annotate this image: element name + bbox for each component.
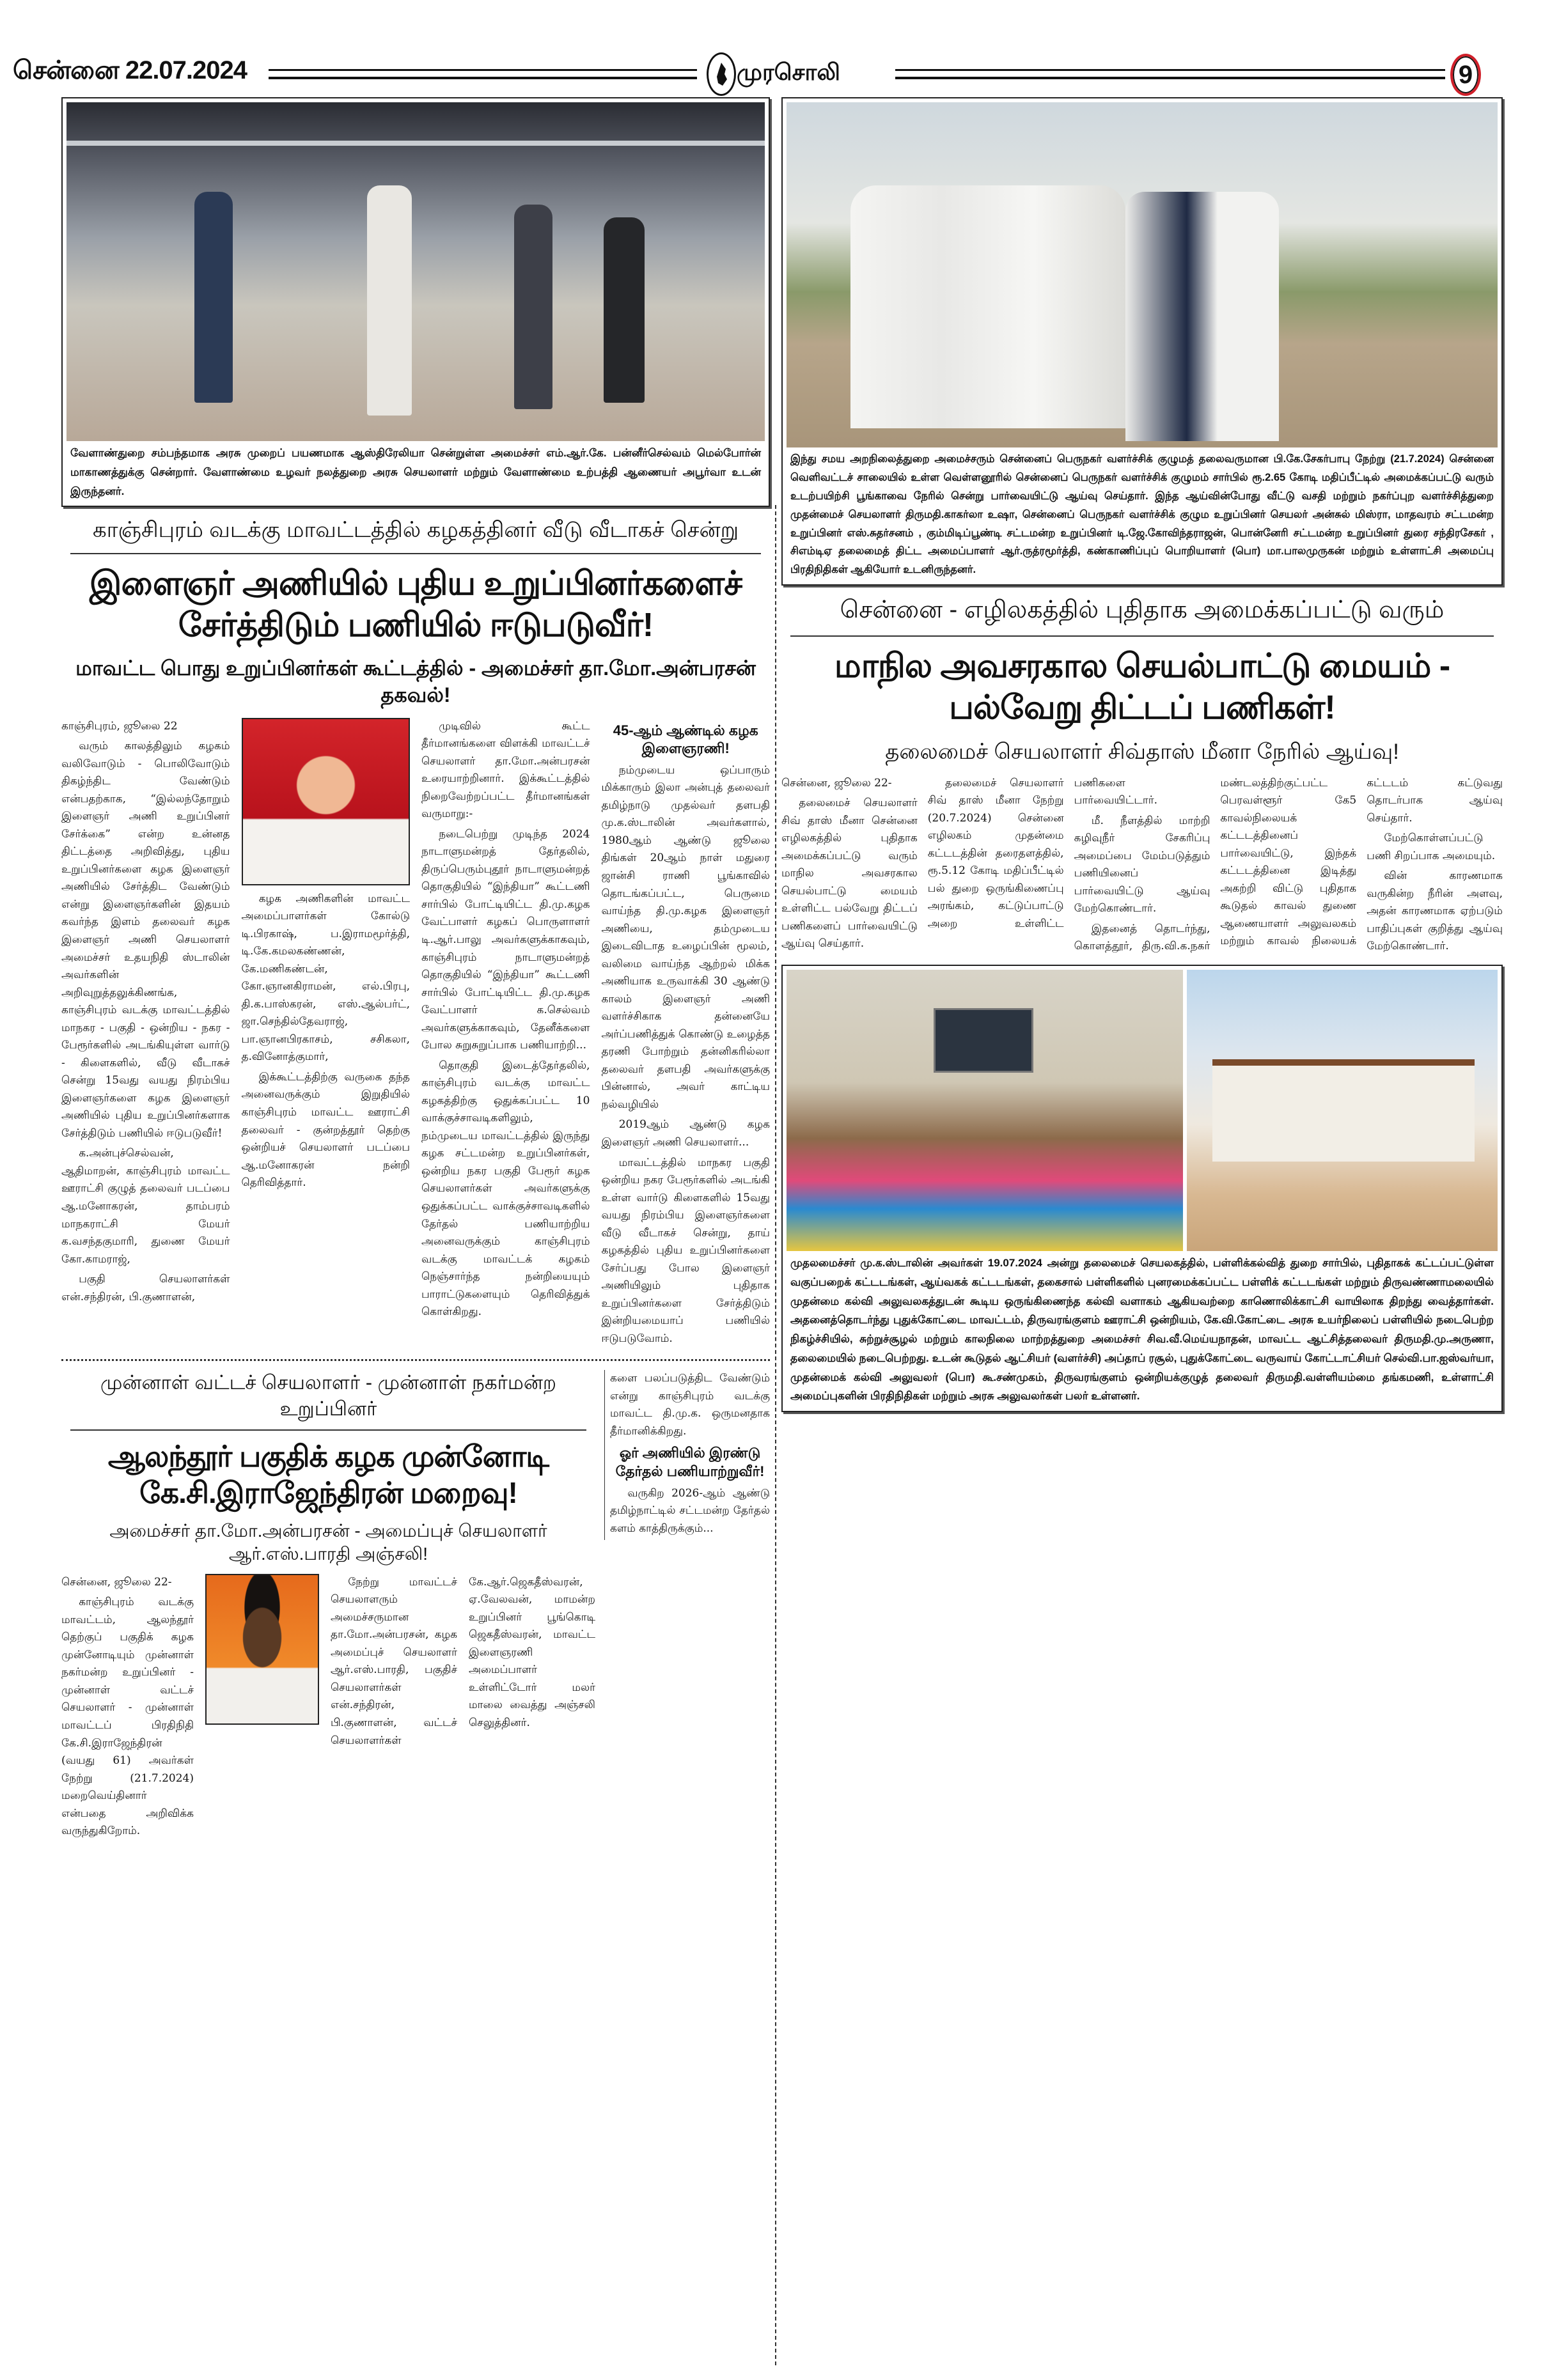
left-region xyxy=(61,97,770,1843)
article-body-column xyxy=(421,718,590,1324)
article-paragraph: நடைபெற்று முடிந்த 2024 நாடாளுமன்றத் தேர்தலில், திருப்பெரும்புதூர் நாடாளுமன்றத் தொகுதியில் “இந்தியா” கூட்டணி சார்பில் போட்டியிட்ட தி.மு.கழக வேட்பாளர் கழகப் பொருளாளர் டி.ஆர்.பாலு அவர்களுக்காகவும், காஞ்சிபுரம் நாடாளுமன்றத் தொகுதியில் “இந்தியா” கூட்டணி சார்பில் போட்டியிட்ட தி.மு.கழக வேட்பாளர் க.செல்வம் அவர்களுக்காகவும், தேனீக்களை போல சுறுசுறுப்பாக பணியாற்றி... xyxy=(421,827,590,1052)
article-paragraph: பகுதி செயலாளர்கள் என்.சந்திரன், பி.குணாளன், xyxy=(61,1273,230,1303)
article-headline: மாநில அவசரகால செயல்பாட்டு மையம் - பல்வேறு திட்டப் பணிகள்! xyxy=(834,647,1450,726)
article-paragraph: நேற்று மாவட்டச் செயலாளரும் அமைச்சருமான தா.மோ.அன்பரசன், கழக அமைப்புச் செயலாளர் ஆர்.எஸ்.பாரதி, பகுதிச் செயலாளர்கள் என்.சந்திரன், பி.குணாளன், வட்டச் செயலாளர்கள் கே.ஆர்.ஜெகதீஸ்வரன், ஏ.வேலவன், மாமன்ற உறுப்பினர் பூங்கொடி ஜெகதீஸ்வரன், மாவட்ட இளைஞரணி அமைப்பாளர் உள்ளிட்டோர் மலர் மாலை வைத்து அஞ்சலி செலுத்தினர். xyxy=(331,1575,595,1747)
article-body xyxy=(61,718,770,1351)
article-paragraph: நம்முடைய ஒப்பாரும் மிக்காரும் இலா அன்புத் தலைவர் தமிழ்நாடு முதல்வர் தளபதி மு.க.ஸ்டாலின் அவர்களால், 1980ஆம் ஆண்டு ஜூலை திங்கள் 20ஆம் நாள் மதுரை ஜான்சி ராணி பூங்காவில் தொடங்கப்பட்ட, பெருமை வாய்ந்த தி.மு.கழக இளைஞர் அணியை, தம்முடைய இடைவிடாத உழைப்பின் மூலம், வலிமை வாய்ந்த ஆற்றல் மிக்க அணியாக உருவாக்கி 30 ஆண்டு காலம் இளைஞர் அணி வளர்ச்சிகாக தன்னையே அர்ப்பணித்துக் கொண்டு உழைத்த தரணி போற்றும் தன்னிகரில்லா தலைவர் தளபதி அவர்களுக்கு பின்னால், அவர் காட்டிய நல்வழியில் xyxy=(601,763,770,1111)
article-paragraph: களை பலப்படுத்திட வேண்டும் என்று காஞ்சிபுரம் வடக்கு மாவட்ட தி.மு.க. ஒருமனதாக தீர்மானிக்கிறது. xyxy=(610,1372,770,1438)
article-paragraph: மாவட்டத்தில் மாநகர பகுதி ஒன்றிய நகர பேரூர்களில் அடங்கி உள்ள வார்டு கிளைகளில் 15வது வயது நிரம்பிய இளைஞர்களை வீடு வீடாகச் சென்று, தாய் கழகத்தில் புதிய உறுப்பினர்களை சேர்ப்பது போல இளைஞர் அணியிலும் புதிதாக உறுப்பினர்களை சேர்த்திடும் இன்றியமையாப் பணியில் ஈடுபடுவோம். xyxy=(601,1156,770,1345)
photo-caption: இந்து சமய அறநிலைத்துறை அமைச்சரும் சென்னைப் பெருநகர் வளர்ச்சிக் குழுமத் தலைவருமான பி.கே.சேகர்பாபு நேற்று (21.7.2024) சென்னை வெளிவட்டச் சாலையில் உள்ள வெள்ளனூரில் சென்னைப் பெருநகர் வளர்ச்சிக் குழுமம் சார்பில் ரூ.2.65 கோடி மதிப்பீட்டில் அமைக்கப்பட்டு வரும் உடற்பயிற்சி பூங்காவை நேரில் சென்று பார்வையிட்டு ஆய்வு செய்தார். இந்த ஆய்வின்போது வீட்டு வசதி மற்றும் நகர்ப்புற வளர்ச்சித்துறை முதன்மைச் செயலாளர் திருமதி.காகர்லா உஷா, சென்னைப் பெருநகர் வளர்ச்சிக் குழும உறுப்பினர் செயலர் அன்சுல் மிஸ்ரா, மாதவரம் சட்டமன்ற உறுப்பினர் எஸ்.சுதர்சனம் , கும்மிடிப்பூண்டி சட்டமன்ற உறுப்பினர் டி.ஜே.கோவிந்தராஜன், பொன்னேரி சட்டமன்ற உறுப்பினர் துரை சந்திரசேகர் , சிஎம்டிஏ தலைமைத் திட்ட அமைப்பாளர் ஆர்.ருத்ரமூர்த்தி, கண்காணிப்புப் பொறியாளர் (பொ) மா.பாலமுருகன் மற்றும் உள்ளாட்சி அமைப்பு பிரதிநிதிகள் ஆகியோர் உடனிருந்தனர். xyxy=(790,453,1494,576)
article-headline: இளைஞர் அணியில் புதிய உறுப்பினர்களைச் சேர்த்திடும் பணியில் ஈடுபடுவீர்! xyxy=(89,565,742,644)
article-headline: ஆலந்தூர் பகுதிக் கழக முன்னோடி கே.சி.இராஜேந்திரன் மறைவு! xyxy=(107,1439,549,1510)
article-kicker: சென்னை - எழிலகத்தில் புதிதாக அமைக்கப்பட்டு வரும் xyxy=(840,596,1445,624)
article-kicker: காஞ்சிபுரம் வடக்கு மாவட்டத்தில் கழகத்தினர் வீடு வீடாகச் சென்று xyxy=(92,518,739,543)
portrait-column xyxy=(205,1574,319,1730)
photo-story-bottom-right xyxy=(781,965,1503,1412)
column-separator xyxy=(775,505,776,2365)
page-number: 9 xyxy=(1450,54,1481,96)
article-paragraph: முடிவில் கூட்ட தீர்மானங்களை விளக்கி மாவட்டச் செயலாளர் தா.மோ.அன்பரசன் உரையாற்றினார். இக்கூட்டத்தில் நிறைவேற்றப்பட்ட தீர்மானங்கள் வருமாறு:- xyxy=(421,719,590,821)
dateline: காஞ்சிபுரம், ஜூலை 22 xyxy=(61,719,178,733)
article-paragraph: கழக அணிகளின் மாவட்ட அமைப்பாளர்கள் கோல்டு டி.பிரகாஷ், ப.இராமமூர்த்தி, டி.கே.கமலகண்ணன், கே.மணிகண்டன், கோ.ஞானகிராமன், எல்.பிரபு, தி.க.பாஸ்கரன், எஸ்.ஆல்பர்ட், ஜா.செந்தில்தேவராஜ், பா.ஞானபிரகாசம், சசிகலா, த.வினோத்குமார், xyxy=(241,892,410,1064)
photo-caption: வேளாண்துறை சம்பந்தமாக அரசு முறைப் பயணமாக ஆஸ்திரேலியா சென்றுள்ள அமைச்சர் எம்.ஆர்.கே. பன்னீர்செல்வம் மெல்போர்ன் மாகாணத்துக்கு சென்றார். வேளாண்மை உழவர் நலத்துறை அரசு செயலாளர் மற்றும் வேளாண்மை உற்பத்தி ஆணையர் அபூர்வா உடன் இருந்தனர். xyxy=(70,447,761,497)
article-paragraph: தலைமைச் செயலாளர் சிவ் தாஸ் மீனா நேற்று (20.7.2024) சென்னை எழிலகம் முதன்மை கட்டடத்தின் தரைதளத்தில், ரூ.5.12 கோடி மதிப்பீட்டில் பல் துறை ஒருங்கிணைப்பு அரங்கம், கட்டுப்பாட்டு அறை உள்ளிட்ட பணிகளை பார்வையிட்டார். xyxy=(927,776,1158,930)
article-body-column xyxy=(242,718,411,1195)
photo-row xyxy=(787,970,1498,1251)
photo-story-top-right xyxy=(781,97,1503,586)
article-paragraph: 2019ஆம் ஆண்டு கழக இளைஞர் அணி செயலாளர்... xyxy=(601,1118,770,1149)
article-paragraph: வருகிற 2026-ஆம் ஆண்டு தமிழ்நாட்டில் சட்டமன்ற தேர்தல் களம் காத்திருக்கும்... xyxy=(610,1486,770,1535)
school-event-photo xyxy=(787,970,1183,1251)
article-body-column xyxy=(602,718,771,1351)
divider xyxy=(790,635,1494,637)
article-separator xyxy=(61,1359,770,1361)
article-paragraph: காஞ்சிபுரம் வடக்கு மாவட்டம், ஆலந்தூர் தெற்குப் பகுதிக் கழக முன்னோடியும் முன்னாள் நகர்மன்ற உறுப்பினர் - முன்னாள் வட்டச் செயலாளர் - முன்னாள் மாவட்டப் பிரதிநிதி கே.சி.இராஜேந்திரன் (வயது 61) அவர்கள் நேற்று (21.7.2024) மறைவெய்தினார் என்பதை அறிவிக்க வருந்துகிறோம். xyxy=(61,1596,194,1838)
park-inspection-photo xyxy=(787,102,1498,447)
article-subhead: அமைச்சர் தா.மோ.அன்பரசன் - அமைப்புச் செயலாளர் ஆர்.எஸ்.பாரதி அஞ்சலி! xyxy=(109,1520,547,1564)
article-body-columns xyxy=(331,1574,595,1750)
divider xyxy=(70,553,761,554)
article-paragraph: க.அன்புச்செல்வன், ஆதிமாறன், காஞ்சிபுரம் மாவட்ட ஊராட்சி குழுத் தலைவர் படப்பை ஆ.மனோகரன், தாம்பரம் மாநகராட்சி மேயர் க.வசந்தகுமாரி, துணை மேயர் கோ.காமராஜ், xyxy=(61,1147,230,1266)
article-paragraph: வரும் காலத்திலும் கழகம் வலிவோடும் - பொலிவோடும் திகழ்ந்திட வேண்டும் என்பதற்காக, “இல்லந்தோறும் இளைஞர் அணி உறுப்பினர் சேர்க்கை” என்ற உன்னத திட்டத்தை அறிவித்து, புதிய உறுப்பினர்களை கழக இளைஞர் அணியில் சேர்த்திட வேண்டும் என்று இளைஞர்களின் இதயம் கவர்ந்த இளம் தலைவர் கழக இளைஞர் அணி செயலாளர் அமைச்சர் உதயநிதி ஸ்டாலின் அவர்களின் அறிவுறுத்தலுக்கிணங்க, காஞ்சிபுரம் வடக்கு மாவட்டத்தில் மாநகர - பகுதி - ஒன்றிய - நகர - பேரூர்களில் அடங்கியுள்ள வார்டு - கிளைகளில், வீடு வீடாகச் சென்று 15வது வயது நிரம்பிய இளைஞர்களை கழக இளைஞர் அணியில் புதிய உறுப்பினர்களாக சேர்த்திடும் பணியில் ஈடுபடுவீர்! xyxy=(61,740,230,1140)
article-paragraph: தொகுதி இடைத்தேர்தலில், காஞ்சிபுரம் வடக்கு மாவட்ட கழகத்திற்கு ஒதுக்கப்பட்ட 10 வாக்குச்சாவடிகளிலும், நம்முடைய மாவட்டத்தில் இருந்து கழக சட்டமன்ற உறுப்பினர்கள், ஒன்றிய நகர பகுதி பேரூர் கழக செயலாளர்கள் அவர்களுக்கு ஒதுக்கப்பட்ட வாக்குச்சாவடிகளில் தேர்தல் பணியாற்றிய அனைவருக்கும் காஞ்சிபுரம் வடக்கு மாவட்டக் கழகம் நெஞ்சார்ந்த நன்றியையும் பாராட்டுகளையும் தெரிவித்துக் கொள்கிறது. xyxy=(421,1059,590,1319)
section-heading: 45-ஆம் ஆண்டில் கழக இளைஞரணி! xyxy=(613,722,758,757)
photo-story-top-left xyxy=(61,97,770,507)
minister-portrait-photo xyxy=(242,718,411,885)
masthead-rule xyxy=(895,69,1445,79)
article-side-column xyxy=(604,1370,770,1540)
article-kicker: முன்னாள் வட்டச் செயலாளர் - முன்னாள் நகர்மன்ற உறுப்பினர் xyxy=(100,1371,556,1420)
article-paragraph: தலைமைச் செயலாளர் சிவ் தாஸ் மீனா சென்னை எழிலகத்தில் புதிதாக அமைக்கப்பட்டு வரும் மாநில அவசரகால செயல்பாட்டு மையம் உள்ளிட்ட பல்வேறு திட்டப் பணிகளைப் பார்வையிட்டு ஆய்வு செய்தார். xyxy=(781,797,918,951)
article-paragraph: மேற்கொள்ளப்பட்டு பணி சிறப்பாக அமையும். xyxy=(1367,832,1496,862)
article-subhead: மாவட்ட பொது உறுப்பினர்கள் கூட்டத்தில் - அமைச்சர் தா.மோ.அன்பரசன் தகவல்! xyxy=(75,657,756,707)
deceased-portrait-photo xyxy=(205,1574,319,1725)
masthead-rule xyxy=(269,69,697,79)
article-body-columns xyxy=(781,775,1503,956)
murasoli-logo-icon xyxy=(707,52,736,96)
article-paragraph: இதனைத் தொடர்ந்து, கொளத்தூர், திரு.வி.க.நகர் மண்டலத்திற்குட்பட்ட பெரவள்ளூர் கே5 காவல்நிலையக் கட்டடத்தினைப் பார்வையிட்டு, இந்தக் கட்டடத்தினை இடித்து அகற்றி விட்டு புதிதாக கூடுதல் காவல் துணை ஆணையாளர் அலுவலகம் மற்றும் காவல் நிலையக் கட்டடம் கட்டுவது தொடர்பாக ஆய்வு செய்தார். xyxy=(1074,776,1503,953)
article-paragraph: இக்கூட்டத்திற்கு வருகை தந்த அனைவருக்கும் இறுதியில் காஞ்சிபுரம் மாவட்ட ஊராட்சி தலைவர் - குன்றத்தூர் தெற்கு ஒன்றியச் செயலாளர் படப்பை ஆ.மனோகரன் நன்றி தெரிவித்தார். xyxy=(241,1070,410,1190)
section-heading: ஓர் அணியில் இரண்டு தேர்தல் பணியாற்றுவீர்! xyxy=(615,1445,765,1480)
edition-date: சென்னை 22.07.2024 xyxy=(13,56,247,84)
newspaper-name: முரசொலி xyxy=(737,59,840,85)
right-region xyxy=(781,97,1503,1412)
dateline: சென்னை, ஜூலை 22- xyxy=(61,1575,172,1589)
school-building-photo xyxy=(1187,970,1498,1251)
article-paragraph: மீ. நீளத்தில் மாற்றி கழிவுநீர் சேகரிப்பு அமைப்பை மேம்படுத்தும் பணியினைப் பார்வையிட்டு ஆய்வு மேற்கொண்டார். xyxy=(1074,814,1210,915)
article-body-column xyxy=(61,718,230,1309)
bottom-left-block xyxy=(61,1370,770,1842)
airport-arrival-photo xyxy=(67,102,765,441)
article-subhead: தலைமைச் செயலாளர் சிவ்தாஸ் மீனா நேரில் ஆய்வு! xyxy=(885,739,1399,764)
article-body-column xyxy=(61,1574,194,1843)
divider xyxy=(70,1429,586,1431)
photo-caption: முதலமைச்சர் மு.க.ஸ்டாலின் அவர்கள் 19.07.2024 அன்று தலைமைச் செயலகத்தில், பள்ளிக்கல்வித் துறை சார்பில், புதிதாகக் கட்டப்பட்டுள்ள வகுப்பறைக் கட்டடங்கள், ஆய்வகக் கட்டடங்கள், தகைசால் பள்ளிகளில் புனரமைக்கப்பட்ட பள்ளிக் கட்டடங்கள் மற்றும் திருவண்ணாமலையில் முதன்மை கல்வி அலுவலகத்துடன் கூடிய ஒருங்கிணைந்த கல்வி வளாகம் ஆகியவற்றை காணொலிக்காட்சி வாயிலாக திறந்து வைத்தார்கள். அதனைத்தொடர்ந்து புதுக்கோட்டை மாவட்டம், திருவரங்குளம் ஊராட்சி ஒன்றியம், கே.வி.கோட்டை அரசு உயர்நிலைப் பள்ளியில் நடைபெற்ற நிகழ்ச்சியில், சுற்றுச்சூழல் மற்றும் காலநிலை மாற்றத்துறை அமைச்சர் சிவ.வீ.மெய்யநாதன், மாவட்ட ஆட்சித்தலைவர் திருமதி.மு.அருணா, தலைமையில் நடைபெற்றது. உடன் கூடுதல் ஆட்சியர் (வளர்ச்சி) அப்தாப் ரசூல், புதுக்கோட்டை வருவாய் கோட்டாட்சியர் செல்வி.பா.ஐஸ்வர்யா, முதன்மைக் கல்வி அலுவலர் (பொ) கூ.சண்முகம், திருவரங்குளம் ஒன்றியக்குழுத் தலைவர் திருமதி.வள்ளியம்மை தங்கமணி, உள்ளாட்சி அமைப்புகளின் பிரதிநிதிகள் மற்றும் அரசு அலுவலர்கள் பலர் உள்ளனர். xyxy=(790,1257,1494,1403)
article-paragraph: வின் காரணமாக வருகின்ற நீரின் அளவு, அதன் காரணமாக ஏற்படும் பாதிப்புகள் குறித்து ஆய்வு மேற்கொண்டார். xyxy=(1367,869,1503,953)
dateline: சென்னை, ஜூலை 22- xyxy=(781,776,892,789)
obituary-article xyxy=(61,1370,595,1842)
article-body xyxy=(61,1574,595,1843)
